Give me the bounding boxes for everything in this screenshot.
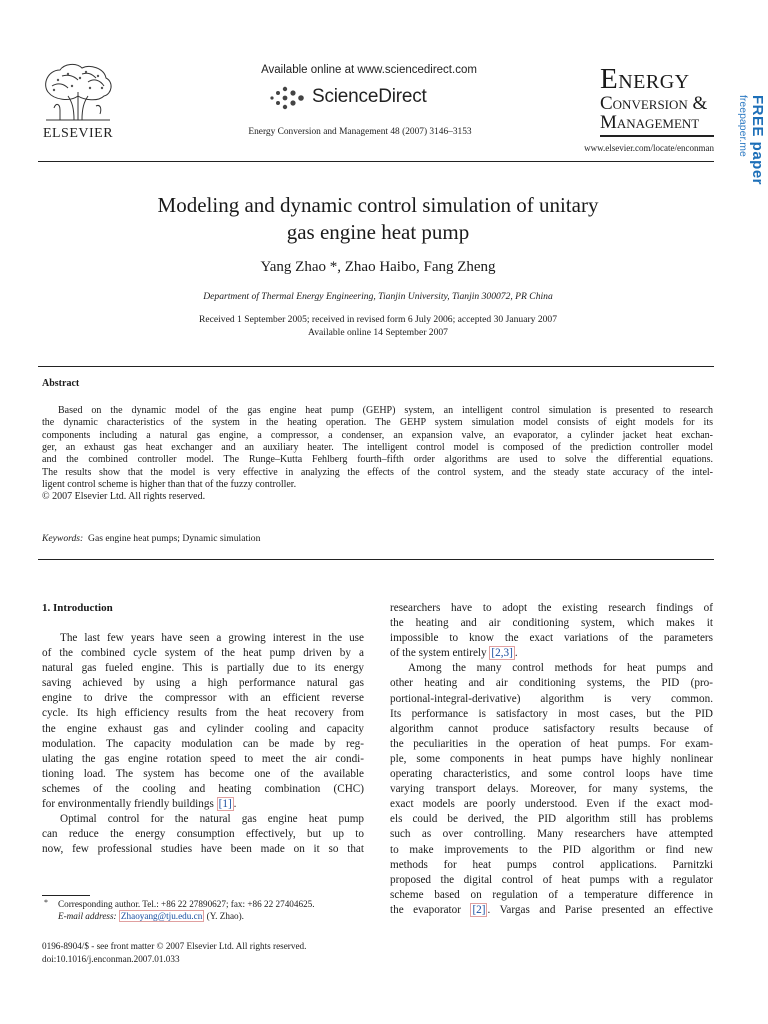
body-line-text: of the system entirely — [390, 647, 487, 660]
body-line: the peculiarities in the operation of heat pumps. For exam- — [390, 737, 713, 750]
left-column — [42, 631, 364, 857]
abstract-line: ger, an exhaust gas heat exchanger and an auxiliary heater. The intelligent control model is composed of the prediction controller model — [42, 442, 713, 454]
abstract-line: and the combined controller model. The Runge–Kutta Fehlberg fourth–fifth order algorithms are used to solve the differential equations. — [42, 454, 713, 466]
abstract-line: components including a natural gas engine, a compressor, a condenser, an expansion valve, an evaporator, a cylinder jacket heat exchan- — [42, 429, 713, 441]
author-affiliation: Department of Thermal Energy Engineering, Tianjin University, Tianjin 300072, PR China — [203, 291, 553, 302]
section-heading-introduction: 1. Introduction — [42, 602, 113, 614]
copyright-line: © 2007 Elsevier Ltd. All rights reserved. — [42, 491, 206, 503]
abstract-heading: Abstract — [42, 378, 80, 389]
body-line: proposed the digital control of heat pumps with a regulator — [390, 873, 713, 886]
footnote-contact: Corresponding author. Tel.: +86 22 27890627; fax: +86 22 27404625. — [58, 899, 315, 909]
article-dates — [60, 314, 696, 339]
sciencedirect-logo — [268, 84, 468, 112]
issn-line: 0196-8904/$ - see front matter © 2007 Elsevier Ltd. All rights reserved. — [42, 941, 307, 951]
citation-link[interactable]: [2,3] — [491, 647, 513, 660]
body-line: of the combined cycle system of the heat pump driven by a — [42, 647, 364, 660]
body-line: The last few years have seen a growing interest in the use — [60, 632, 364, 644]
journal-logo-line-1: Energy — [600, 63, 690, 95]
body-line: engine to drive the compressor with an efficient reverse — [42, 692, 364, 705]
body-line: can reduce the energy consumption effectively, but up to — [42, 828, 364, 841]
sciencedirect-dots-icon — [268, 84, 308, 112]
received-dates: Received 1 September 2005; received in revised form 6 July 2006; accepted 30 January 2007 — [198, 314, 558, 325]
body-line: modulation. The capacity modulation can be made by reg- — [42, 737, 364, 750]
citation-link[interactable]: [1] — [218, 798, 232, 811]
body-line: exact models are poorly understood. Even if the exact mod- — [390, 798, 713, 811]
citation-link[interactable]: [2] — [472, 903, 486, 916]
journal-logo-line-3: Management — [600, 112, 700, 133]
body-line: of the system entirely [2,3] . — [390, 647, 518, 660]
watermark-brand: FREE paper — [749, 95, 766, 186]
body-line: Among the many control methods for heat pumps and — [408, 662, 713, 675]
body-line: tioning load. The system has become one of the available — [42, 767, 364, 780]
abstract-line: Based on the dynamic model of the gas engine heat pump (GEHP) system, an intelligent control simulation is presented to research — [58, 405, 713, 416]
right-column — [390, 601, 713, 918]
abstract-line: ligent control scheme is higher than that of the fuzzy controller. — [42, 479, 297, 491]
body-line: varying transport delays. Moreover, for many systems, the — [390, 783, 713, 796]
journal-logo-line-2: Conversion & — [600, 93, 708, 114]
body-line: cycle. Its high efficiency results from the heat recovery from — [42, 707, 364, 720]
body-line: such as over controlling. Many researchers have attempted — [390, 828, 713, 841]
body-line-text: the evaporator — [390, 903, 461, 916]
body-line: methods for heat pumps control applications. Parnitzki — [390, 858, 713, 871]
body-line: now, few professional studies have been made on it so that — [42, 843, 364, 856]
body-line: operating characteristics, and some control loops have time — [390, 768, 713, 781]
doi-line: doi:10.1016/j.enconman.2007.01.033 — [42, 953, 180, 964]
body-line: impossible to know the exact variations of the parameters — [390, 632, 713, 645]
keywords-label: Keywords: — [42, 533, 84, 544]
front-matter — [42, 940, 306, 965]
body-line: natural gas fueled engine. This is partially due to its energy — [42, 662, 364, 675]
journal-logo — [600, 64, 716, 133]
body-line: saving achieved by using a high performance natural gas — [42, 677, 364, 690]
journal-url-link[interactable]: www.elsevier.com/locate/enconman — [584, 143, 714, 153]
body-line: other heating and air conditioning systems, the PID (pro- — [390, 677, 713, 690]
email-label: E-mail address: — [58, 910, 117, 921]
freepaper-watermark[interactable] — [737, 95, 765, 235]
email-link[interactable]: Zhaoyang@tju.edu.cn — [120, 910, 203, 921]
body-line: the evaporator [2] . Vargas and Parise presented an effective — [390, 903, 713, 916]
abstract-body — [42, 405, 713, 504]
body-line: algorithm cannot produce satisfactory results because of — [390, 722, 713, 735]
body-line: Optimal control for the natural gas engine heat pump — [60, 813, 364, 826]
article-title-line-2: gas engine heat pump — [286, 220, 470, 244]
footnote-divider — [42, 895, 90, 896]
body-line-text: Vargas and Parise presented an effective — [499, 903, 713, 916]
corresponding-author-footnote — [42, 899, 372, 922]
journal-logo-divider — [600, 135, 714, 137]
body-line: for environmentally friendly buildings [1] . — [42, 798, 237, 811]
footnote-email-line — [42, 911, 372, 923]
author-list: Yang Zhao *, Zhao Haibo, Fang Zheng — [260, 259, 496, 275]
body-line: the engine exhaust gas and cylinder cooling and capacity — [42, 722, 364, 735]
header-divider — [38, 161, 714, 162]
abstract-line: the dynamic characteristics of the system in the heating operation. The GEHP system simulation model consists of eight models for its — [42, 417, 713, 429]
keywords-list: Gas engine heat pumps; Dynamic simulation — [88, 533, 261, 544]
watermark-site: freepaper.me — [737, 95, 749, 157]
sciencedirect-wordmark: ScienceDirect — [312, 86, 427, 107]
body-line: ulating the gas engine rotation speed to meet the air condi- — [42, 752, 364, 765]
abstract-bottom-divider — [38, 559, 714, 560]
body-line: portional-integral-derivative) algorithm is very common. — [390, 692, 713, 705]
footnote-mark: * — [44, 898, 48, 907]
available-online-date: Available online 14 September 2007 — [308, 326, 448, 338]
article-title-line-1: Modeling and dynamic control simulation of unitary — [157, 193, 599, 217]
body-line-text: for environmentally friendly buildings — [42, 798, 214, 811]
body-line: ple, some components in heat pumps have highly nonlinear — [390, 752, 713, 765]
abstract-line: The results show that the model is very effective in analyzing the effects of the control system, and the steady state accuracy of the intel- — [42, 466, 713, 478]
body-line: the heating and air conditioning system, which makes it — [390, 617, 713, 630]
article-title — [60, 192, 696, 246]
journal-citation: Energy Conversion and Management 48 (2007) 3146–3153 — [248, 127, 472, 137]
email-suffix: (Y. Zhao). — [206, 910, 244, 921]
publisher-name: ELSEVIER — [42, 126, 114, 141]
body-line: researchers have to adopt the existing research findings of — [390, 602, 713, 614]
body-line: els could be derived, the PID algorithm still has problems — [390, 813, 713, 826]
body-line: scheme based on regulation of a temperature difference in — [390, 888, 713, 901]
body-line: schemes of the cooling and heating combination (CHC) — [42, 782, 364, 795]
body-line: to make improvements to the PID algorithm or find new — [390, 843, 713, 856]
available-online-text: Available online at www.sciencedirect.com — [261, 64, 477, 76]
abstract-top-divider — [38, 366, 714, 367]
keywords — [42, 533, 260, 544]
body-line: Its performance is satisfactory in most cases, but the PID — [390, 707, 713, 720]
